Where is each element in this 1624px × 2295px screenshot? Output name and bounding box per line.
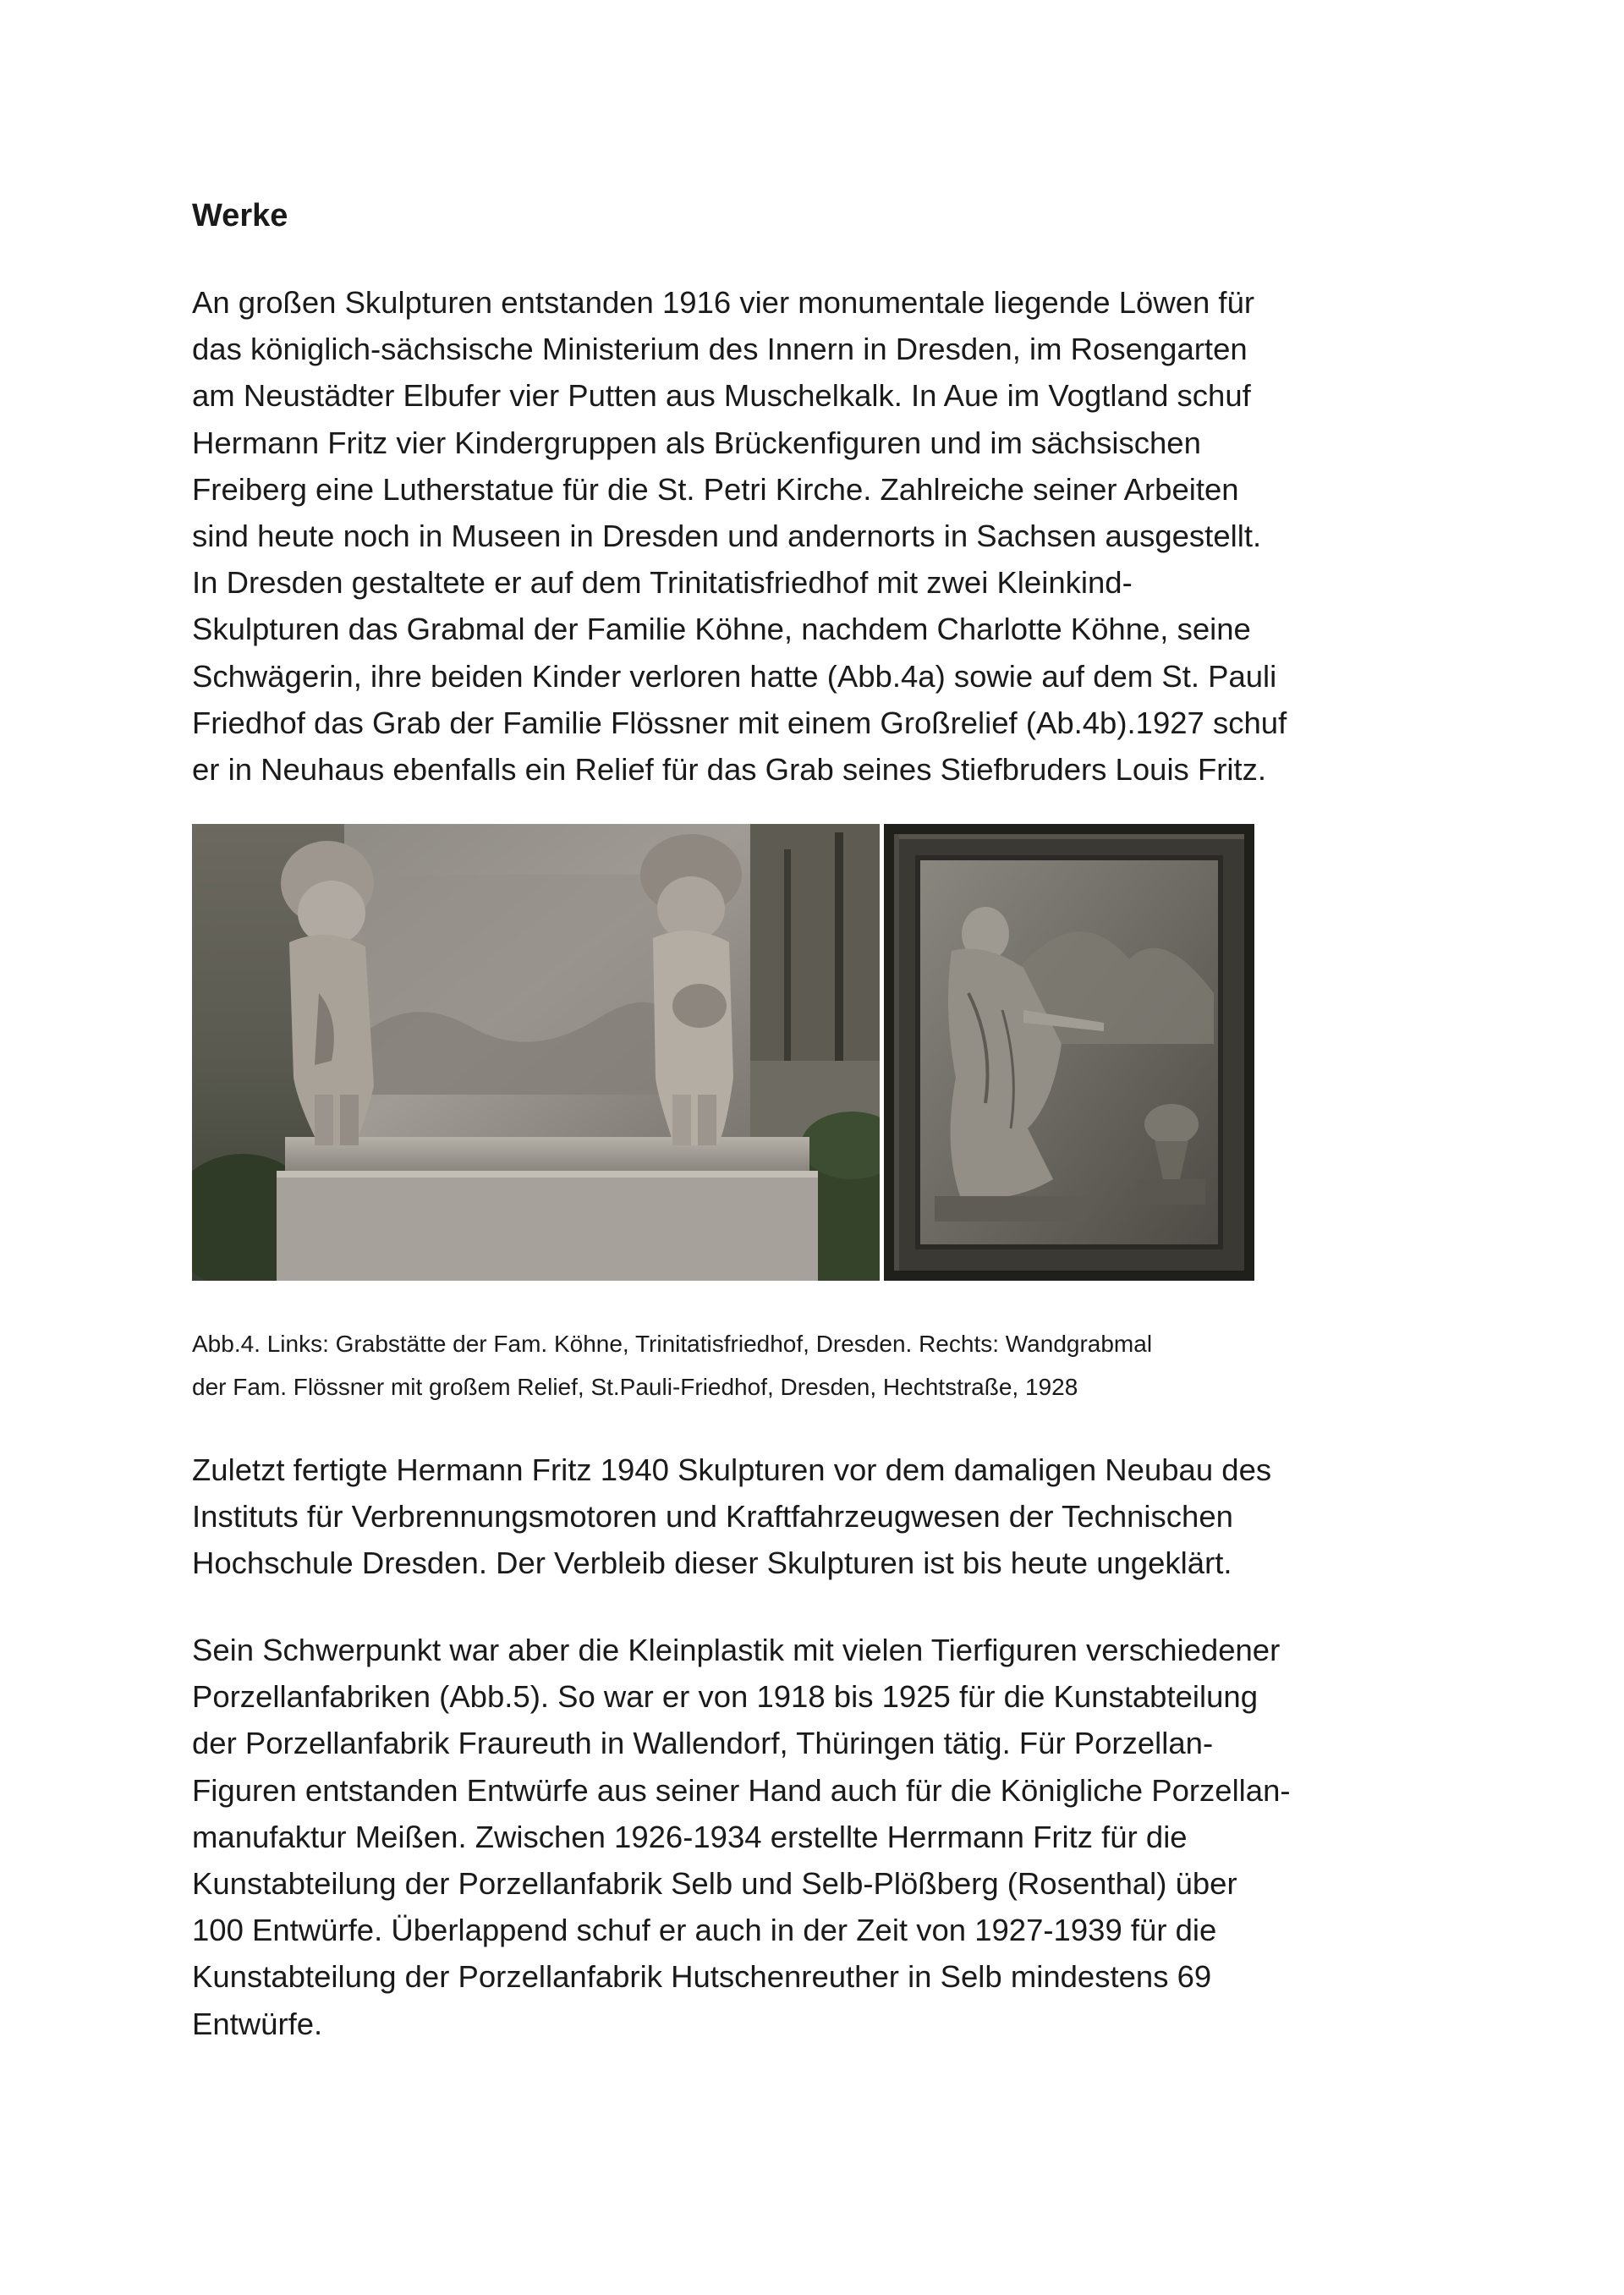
text-line: Hermann Fritz vier Kindergruppen als Brückenfiguren und im sächsischen: [192, 425, 1201, 460]
text-line: Zuletzt fertigte Hermann Fritz 1940 Skulpturen vor dem damaligen Neubau des: [192, 1452, 1272, 1487]
text-line: er in Neuhaus ebenfalls ein Relief für das Grab seines Stiefbruders Louis Fritz.: [192, 752, 1267, 788]
text-line: 100 Entwürfe. Überlappend schuf er auch in der Zeit von 1927-1939 für die: [192, 1913, 1217, 1948]
text-line: Sein Schwerpunkt war aber die Kleinplastik mit vielen Tierfiguren verschiedener: [192, 1633, 1281, 1667]
caption-line: der Fam. Flössner mit großem Relief, St.Pauli-Friedhof, Dresden, Hechtstraße, 1928: [192, 1374, 1078, 1400]
text-line: manufaktur Meißen. Zwischen 1926-1934 erstellte Herrmann Fritz für die: [192, 1819, 1188, 1854]
text-line: Entwürfe.: [192, 2006, 323, 2041]
text-line: sind heute noch in Museen in Dresden und andernorts in Sachsen ausgestellt.: [192, 519, 1262, 554]
text-line: An großen Skulpturen entstanden 1916 vier monumentale liegende Löwen für: [192, 285, 1255, 320]
text-line: Kunstabteilung der Porzellanfabrik Selb und Selb-Plößberg (Rosenthal) über: [192, 1866, 1237, 1902]
paragraph-sculptures: [192, 279, 1478, 793]
section-heading: Werke: [192, 198, 288, 233]
text-line: Schwägerin, ihre beiden Kinder verloren hatte (Abb.4a) sowie auf dem St. Pauli: [192, 658, 1277, 694]
text-line: der Porzellanfabrik Fraureuth in Wallendorf, Thüringen tätig. Für Porzellan-: [192, 1726, 1214, 1761]
text-line: am Neustädter Elbufer vier Putten aus Muschelkalk. In Aue im Vogtland schuf: [192, 378, 1251, 414]
text-line: Figuren entstanden Entwürfe aus seiner Hand auch für die Königliche Porzellan-: [192, 1772, 1291, 1808]
paragraph-porcelain: [192, 1627, 1478, 2047]
paragraph-last-sculptures: [192, 1447, 1478, 1587]
photo-koehne-grave: [192, 824, 880, 1281]
figure-caption: [192, 1322, 1478, 1408]
text-line: Instituts für Verbrennungsmotoren und Kraftfahrzeugwesen der Technischen: [192, 1499, 1233, 1535]
text-line: Porzellanfabriken (Abb.5). So war er von 1918 bis 1925 für die Kunstabteilung: [192, 1679, 1259, 1715]
text-line: Hochschule Dresden. Der Verbleib dieser Skulpturen ist bis heute ungeklärt.: [192, 1546, 1232, 1581]
text-line: Kunstabteilung der Porzellanfabrik Hutschenreuther in Selb mindestens 69: [192, 1959, 1212, 1995]
text-line: Friedhof das Grab der Familie Flössner mit einem Großrelief (Ab.4b).1927 schuf: [192, 705, 1287, 740]
photo-floessner-relief: [884, 824, 1254, 1281]
text-line: In Dresden gestaltete er auf dem Trinitatisfriedhof mit zwei Kleinkind-: [192, 565, 1133, 601]
text-line: Skulpturen das Grabmal der Familie Köhne, nachdem Charlotte Köhne, seine: [192, 612, 1251, 647]
text-line: das königlich-sächsische Ministerium des Innern in Dresden, im Rosengarten: [192, 332, 1248, 367]
caption-line: Abb.4. Links: Grabstätte der Fam. Köhne, Trinitatisfriedhof, Dresden. Rechts: Wandgrabmal: [192, 1331, 1153, 1357]
text-line: Freiberg eine Lutherstatue für die St. Petri Kirche. Zahlreiche seiner Arbeiten: [192, 471, 1239, 507]
